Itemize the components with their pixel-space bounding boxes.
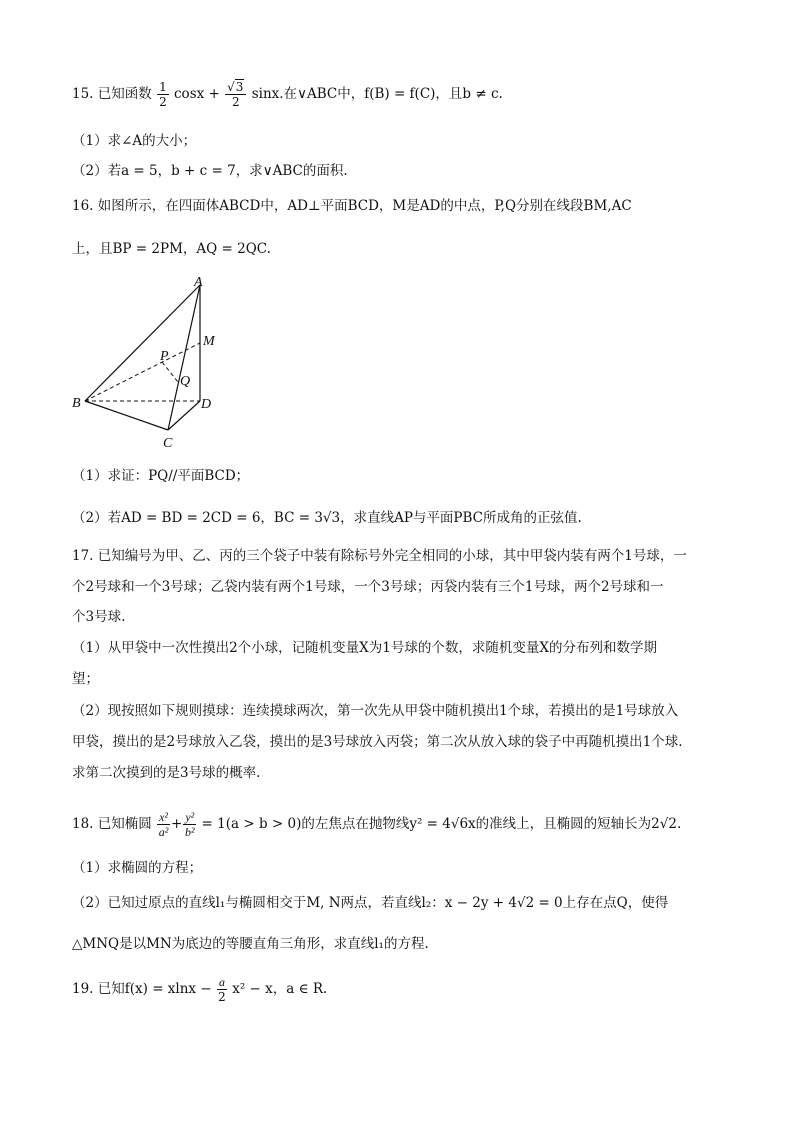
q17-line1: 17. 已知编号为甲、乙、丙的三个袋子中装有除标号外完全相同的小球，其中甲袋内装有两个1号球，一 (72, 548, 687, 564)
q17-part1-line2: 望； (72, 671, 99, 687)
frac-a-over-2: $\frac{a}{2}$ (218, 975, 226, 1004)
q16-part1: （1）求证：PQ//平面BCD； (72, 468, 250, 484)
q17-part1-line1: （1）从甲袋中一次性摸出2个小球，记随机变量X为1号球的个数，求随机变量X的分布列和数学期 (72, 640, 657, 656)
frac-half: $\frac{1}{2}$ (159, 80, 167, 109)
q18-part1: （1）求椭圆的方程； (72, 860, 203, 876)
label-A: A (194, 275, 203, 290)
q19-stem-post: x² − x，a ∈ R. (232, 981, 328, 997)
q18-stem: 18. 已知椭圆 $\frac{\text{x²}}{\text{a²}}$ + $\frac{\text{y²}}{\text{b²}}$ = 1(a > b > 0)的左焦点在抛物线y² = 4√6x的准线上，且椭圆的短轴长为2√2. (72, 810, 682, 839)
q15-part1: （1）求∠A的大小； (72, 133, 197, 149)
frac-x2-a2: $\frac{\text{x²}}{\text{a²}}$ (158, 810, 169, 839)
edge-CD (168, 401, 200, 430)
q15-stem-post: sinx.在∨ABC中，f(B) = f(C)，且b ≠ c. (251, 86, 503, 102)
q15-stem-mid: cosx + (174, 86, 220, 102)
q18-stem-pre: 18. 已知椭圆 (72, 816, 152, 832)
q17-line3: 个3号球. (72, 609, 126, 625)
q17-part2-line1: （2）现按照如下规则摸球：连续摸球两次，第一次先从甲袋中随机摸出1个球，若摸出的是1号球放入 (72, 703, 679, 719)
q17-part2-line2: 甲袋，摸出的是2号球放入乙袋，摸出的是3号球放入丙袋；第二次从放入球的袋子中再随机摸出1个球. (72, 734, 683, 750)
q15-stem-pre: 15. 已知函数 (72, 86, 152, 102)
frac-y2-b2: $\frac{\text{y²}}{\text{b²}}$ (184, 810, 195, 839)
q16-line2: 上，且BP = 2PM，AQ = 2QC. (72, 241, 271, 257)
frac-sqrt3-half: $\frac{√3}{2}$ (225, 80, 246, 109)
q16-line1: 16. 如图所示，在四面体ABCD中，AD⊥平面BCD，M是AD的中点，P,Q分别在线段BM,AC (72, 198, 632, 214)
q18-stem-mid: = 1(a > b > 0)的左焦点在抛物线y² = 4√6x的准线上，且椭圆的短轴长为2√2. (201, 816, 682, 832)
label-C: C (163, 436, 173, 451)
label-M: M (203, 334, 215, 349)
edge-BC (85, 401, 168, 430)
segment-PQ-hidden (162, 362, 178, 382)
edge-AC (168, 285, 200, 430)
segment-BM-hidden (85, 343, 200, 401)
label-D: D (201, 397, 212, 412)
q15-stem (72, 80, 503, 109)
q17-part2-line3: 求第二次摸到的是3号球的概率. (72, 765, 261, 781)
label-Q: Q (180, 374, 191, 389)
q17-line2: 个2号球和一个3号球；乙袋内装有两个1号球，一个3号球；丙袋内装有三个1号球，两个2号球和一 (72, 579, 664, 595)
q18-part2-line2: △MNQ是以MN为底边的等腰直角三角形，求直线l₁的方程. (72, 936, 429, 952)
q16-part2: （2）若AD = BD = 2CD = 6，BC = 3√3，求直线AP与平面PBC所成角的正弦值. (72, 510, 582, 526)
q19-stem-pre: 19. 已知f(x) = xlnx − (72, 981, 212, 997)
q15-part2: （2）若a = 5，b + c = 7，求∨ABC的面积. (72, 163, 348, 179)
q19-stem (72, 975, 327, 1004)
tetrahedron-figure (70, 272, 250, 452)
q18-part2-line1: （2）已知过原点的直线l₁与椭圆相交于M, N两点，若直线l₂：x − 2y + 4√2 = 0上存在点Q，使得 (72, 895, 669, 911)
label-P: P (160, 349, 169, 364)
label-B: B (72, 396, 81, 411)
